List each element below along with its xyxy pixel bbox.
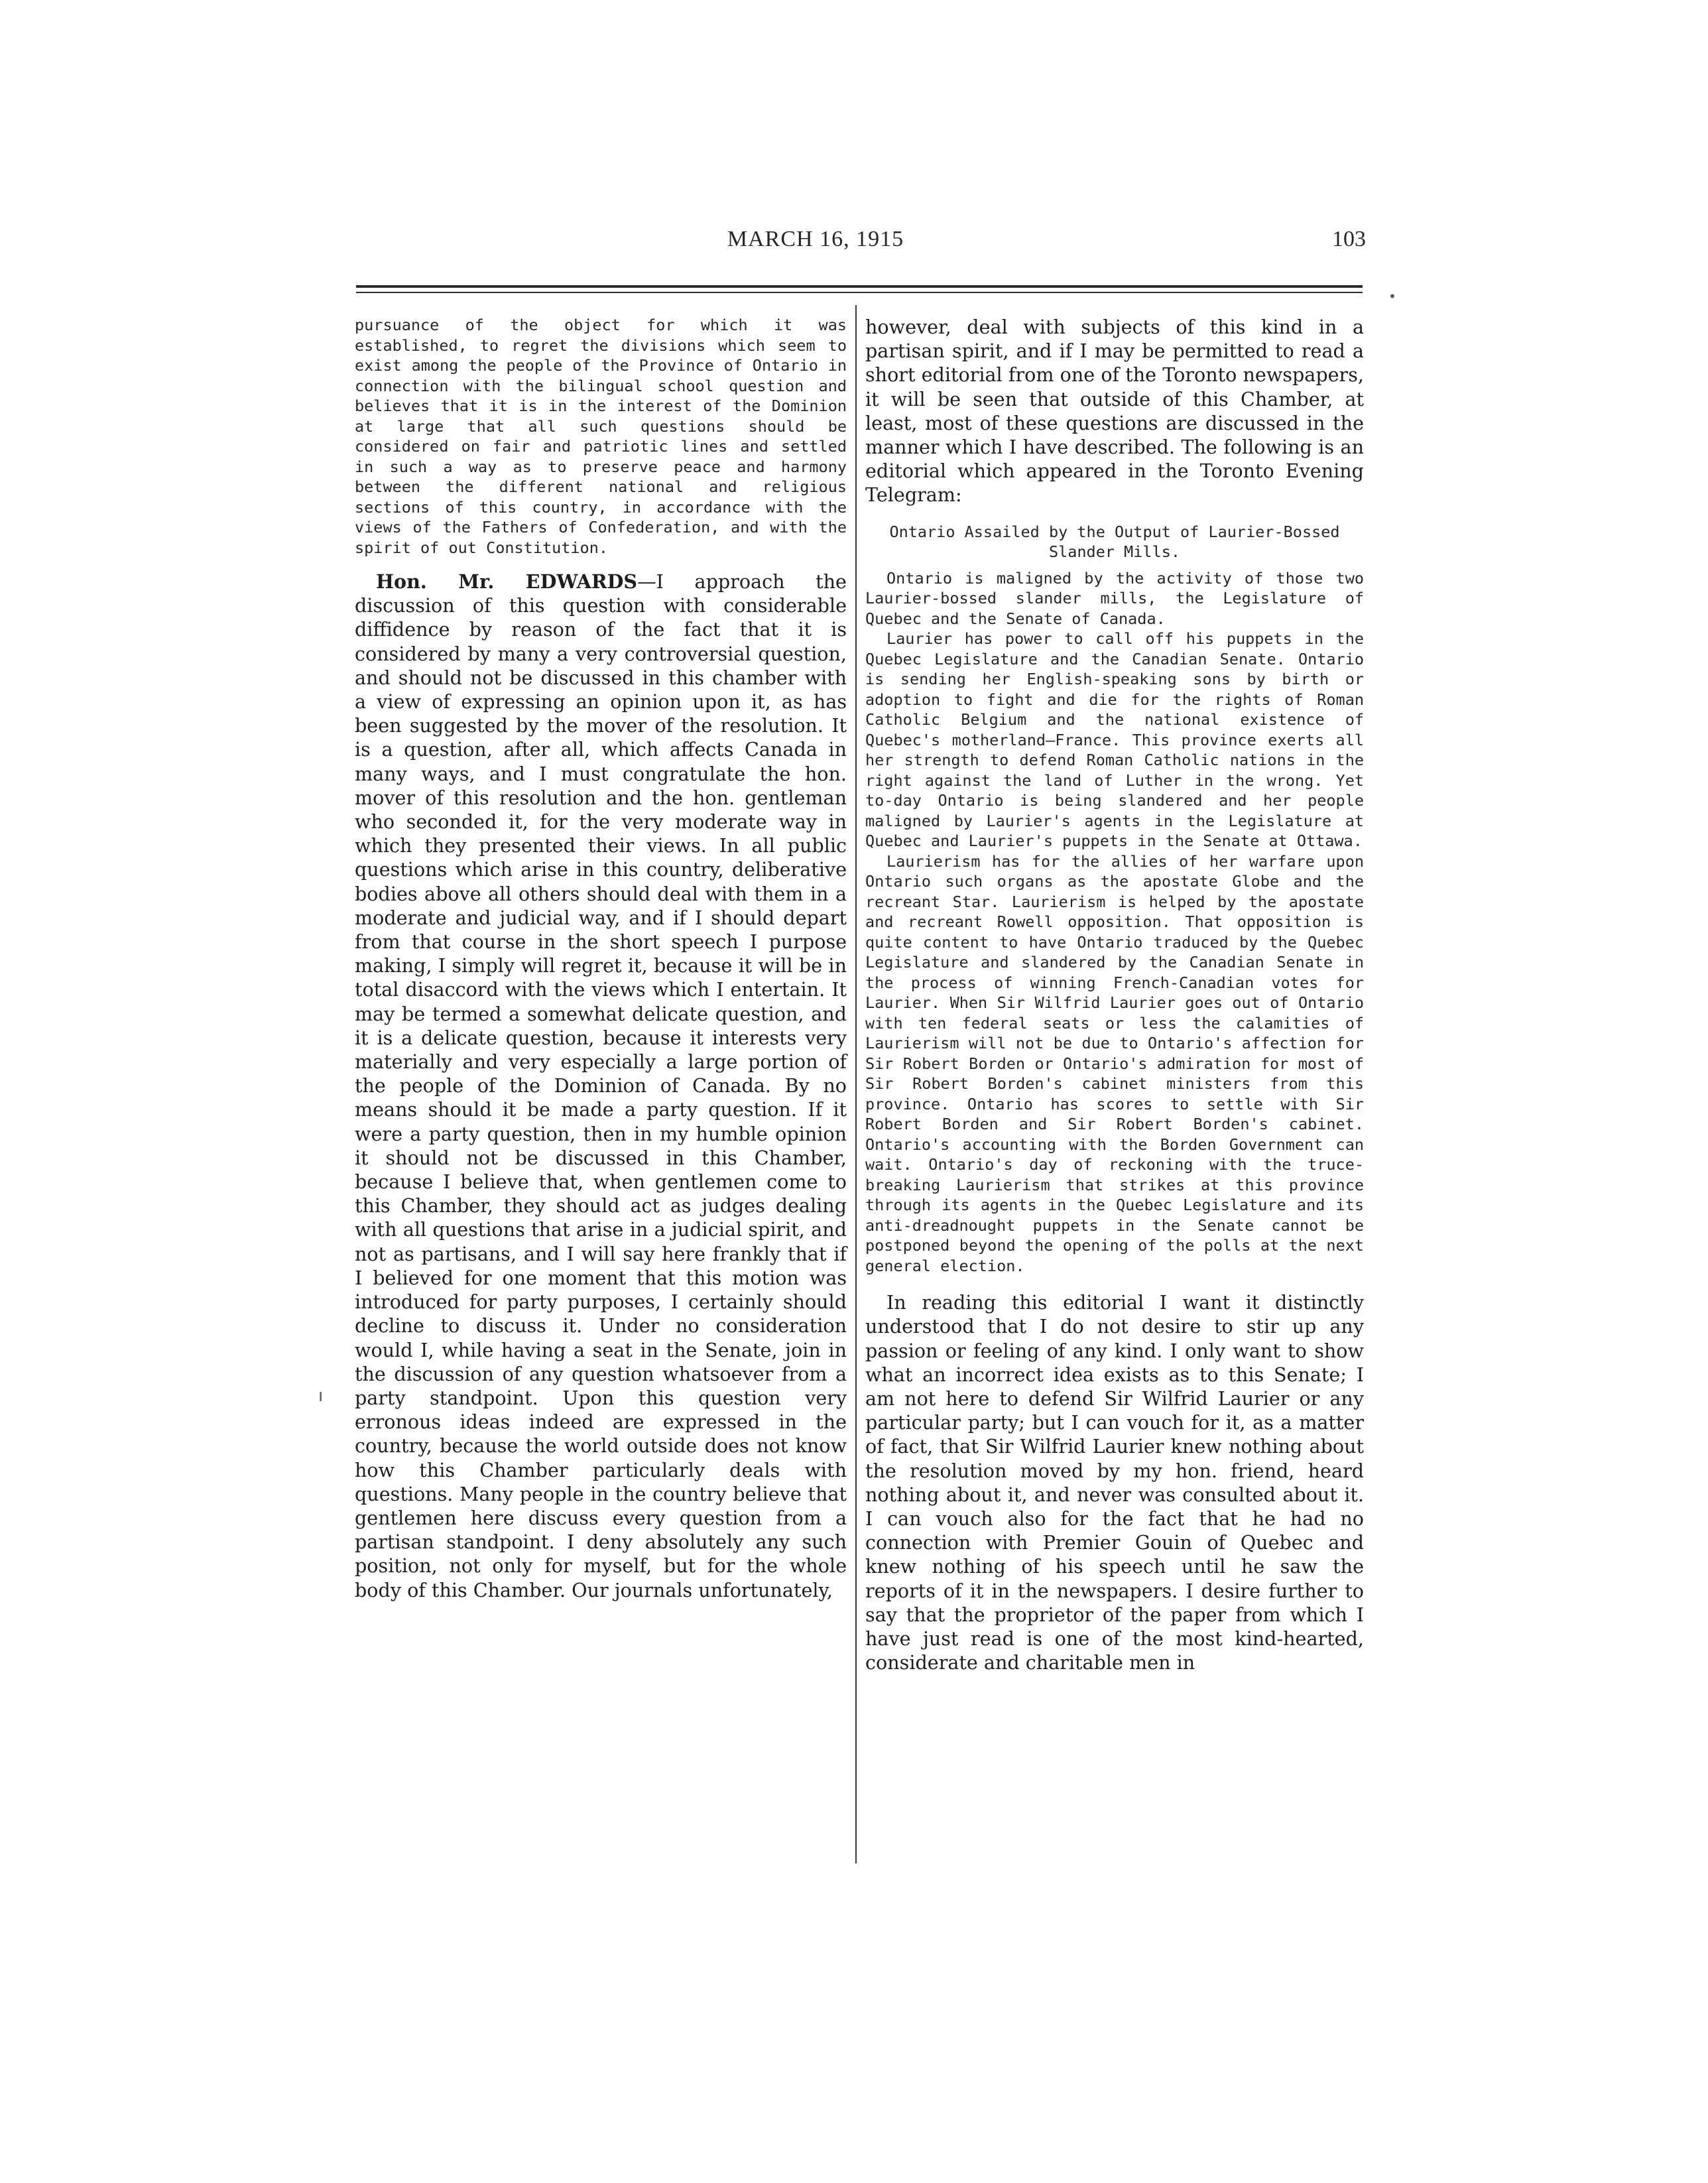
editorial-title: Ontario Assailed by the Output of Laurier-Bossed Slander Mills. (889, 522, 1340, 561)
right-column (865, 315, 1364, 1674)
left-column (355, 315, 847, 1602)
speech-text: —I approach the discussion of this question with considerable diffidence by reason of the fact that it is considered by many a very controversial question, and should not be discussed in this chamber with a view of expressing an opinion upon it, as has been suggested by the mover of the resolution. It is a question, after all, which affects Canada in many ways, and I must congratulate the hon. mover of this resolution and the hon. gentleman who seconded it, for the very moderate way in which they presented their views. In all public questions which arise in this country, deliberative bodies above all others should deal with them in a moderate and judicial way, and if I should depart from that course in the short speech I purpose making, I simply will regret it, because it will be in total disaccord with the views which I entertain. It may be termed a somewhat delicate question, and it is a delicate question, because it interests very materially and very especially a large portion of the people of the Dominion of Canada. By no means should it be made a party question. If it were a party question, then in my humble opinion it should not be discussed in this Chamber, because I believe that, when gentlemen come to this Chamber, they should act as judges dealing with all questions that arise in a judicial spirit, and not as partisans, and I will say here frankly that if I believed for one moment that this motion was introduced for party purposes, I certainly should decline to discuss it. Under no consideration would I, while having a seat in the Senate, join in the discussion of any question whatsoever from a party standpoint. Upon this question very erronous ideas indeed are expressed in the country, because the world outside does not know how this Chamber particularly deals with questions. Many people in the country believe that gentlemen here discuss every question from a partisan standpoint. I deny absolutely any such position, not only for myself, but for the whole body of this Chamber. Our journals unfortunately, (355, 570, 847, 1601)
column-divider (855, 305, 857, 1863)
page-date: MARCH 16, 1915 (727, 227, 904, 251)
header-rule-thick (356, 285, 1363, 288)
editorial-block (865, 568, 1364, 1277)
editorial-paragraph: Laurierism has for the allies of her warfare upon Ontario such organs as the apostate Globe and the recreant Star. Laurierism is helped by the apostate and recreant Rowell opposition. That opposition is quite content to have Ontario traduced by the Quebec Legislature and slandered by the Canadian Senate in the process of winning French-Canadian votes for Laurier. When Sir Wilfrid Laurier goes out of Ontario with ten federal seats or less the calamities of Laurierism will not be due to Ontario's affection for Sir Robert Borden or Ontario's admiration for most of Sir Robert Borden's cabinet ministers from this province. Ontario has scores to settle with Sir Robert Borden and Sir Robert Borden's cabinet. Ontario's accounting with the Borden Government can wait. Ontario's day of reckoning with the truce-breaking Laurierism that strikes at this province through its agents in the Quebec Legislature and its anti-dreadnought puppets in the Senate cannot be postponed beyond the opening of the polls at the next general election. (865, 851, 1364, 1275)
speaker-name: Hon. Mr. EDWARDS (376, 570, 638, 593)
resolution-quote: pursuance of the object for which it was established, to regret the divisions which seem to exist among the people of the Province of Ontario in connection with the bilingual school question and believes that it is in the interest of the Dominion at large that all such questions should be considered on fair and patriotic lines and settled in such a way as to preserve peace and harmony between the different national and religious sections of this country, in accordance with the views of the Fathers of Confederation, and with the spirit of out Constitution. (355, 316, 847, 557)
editorial-paragraph: Laurier has power to call off his puppets in the Quebec Legislature and the Canadian Senate. Ontario is sending her English-speaking sons by birth or adoption to fight and die for the rights of Roman Catholic Belgium and the national existence of Quebec's motherland—France. This province exerts all her strength to defend Roman Catholic nations in the right against the land of Luther in the wrong. Yet to-day Ontario is being slandered and her people maligned by Laurier's agents in the Legislature at Quebec and Laurier's puppets in the Senate at Ottawa. (865, 629, 1364, 851)
page-number: 103 (1332, 227, 1366, 251)
editorial-paragraph: Ontario is maligned by the activity of those two Laurier-bossed slander mills, the Legislature of Quebec and the Senate of Canada. (865, 568, 1364, 628)
speech-paragraph (355, 570, 847, 1602)
margin-speck-tick: ı (318, 1386, 324, 1406)
margin-speck-dot: • (1388, 288, 1396, 304)
closing-paragraph: In reading this editorial I want it distinctly understood that I do not desire to stir up any passion or feeling of any kind. I only want to show what an incorrect idea exists as to this Senate; I am not here to defend Sir Wilfrid Laurier or any particular party; but I can vouch for it, as a matter of fact, that Sir Wilfrid Laurier knew nothing about the resolution moved by my hon. friend, heard nothing about it, and never was consulted about it. I can vouch also for the fact that he had no connection with Premier Gouin of Quebec and knew nothing of his speech until he saw the reports of it in the newspapers. I desire further to say that the proprietor of the paper from which I have just read is one of the most kind-hearted, considerate and charitable men in (865, 1291, 1364, 1674)
header-rule-thin (356, 292, 1363, 293)
speech-continuation: however, deal with subjects of this kind in a partisan spirit, and if I may be permitted to read a short editorial from one of the Toronto newspapers, it will be seen that outside of this Chamber, at least, most of these questions are discussed in the manner which I have described. The following is an editorial which appeared in the Toronto Evening Telegram: (865, 316, 1364, 507)
